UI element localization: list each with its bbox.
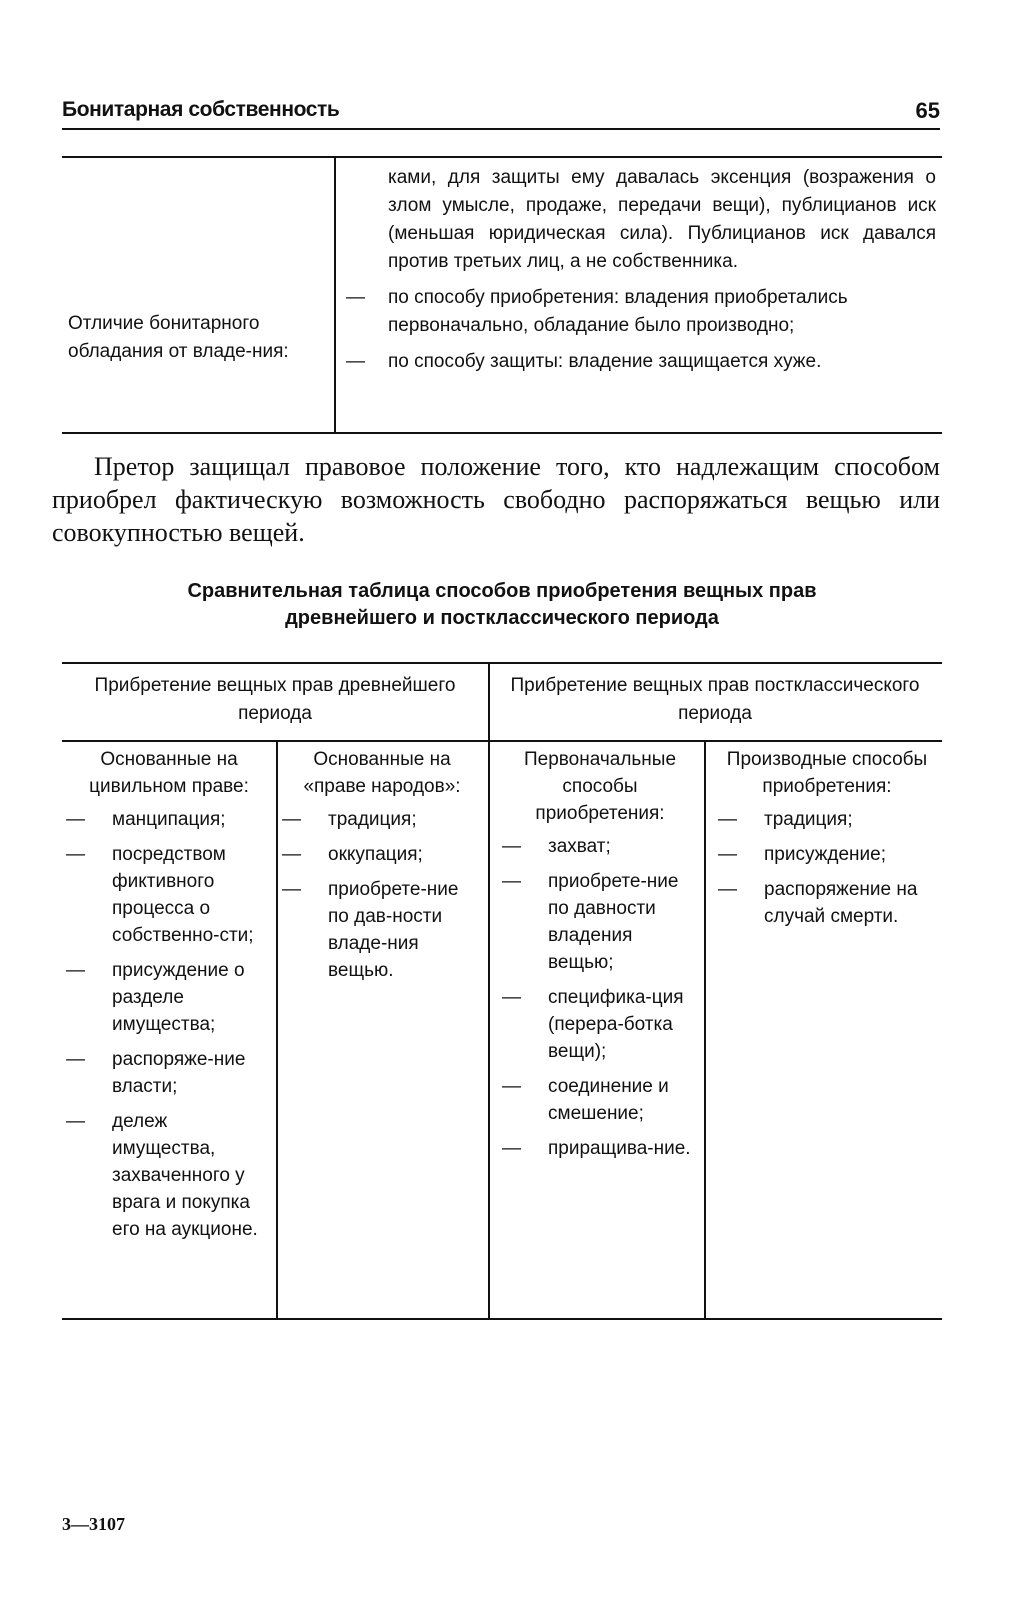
dash-marker: — bbox=[718, 879, 737, 900]
header-separator bbox=[62, 740, 942, 742]
list-item bbox=[66, 806, 272, 833]
list-item bbox=[346, 348, 936, 376]
list-item bbox=[66, 1046, 272, 1100]
dash-marker: — bbox=[346, 287, 365, 308]
list-item-text: приобрете-ние по давности владения вещью; bbox=[548, 871, 679, 973]
page-header bbox=[62, 98, 940, 130]
list-item-text: посредством фиктивного процесса о собственно-сти; bbox=[112, 844, 254, 946]
list-item-text: распоряже-ние власти; bbox=[112, 1049, 246, 1097]
column-law-of-nations bbox=[282, 746, 482, 992]
row-label: Отличие бонитарного обладания от владе-ния: bbox=[68, 313, 289, 362]
page-number: 65 bbox=[915, 98, 940, 123]
comparison-table bbox=[62, 662, 942, 1320]
dash-marker: — bbox=[282, 809, 301, 830]
dash-marker: — bbox=[502, 987, 521, 1008]
dash-marker: — bbox=[718, 844, 737, 865]
list-item-text: оккупация; bbox=[328, 844, 423, 865]
dash-marker: — bbox=[502, 871, 521, 892]
list-item-text: присуждение о разделе имущества; bbox=[112, 960, 245, 1035]
column-title: Основанные на «праве народов»: bbox=[303, 749, 461, 797]
list-item-text: соединение и смешение; bbox=[548, 1076, 669, 1124]
continuation-table bbox=[62, 156, 942, 434]
row-content bbox=[346, 164, 936, 384]
list-item bbox=[502, 833, 698, 860]
list-item-text: манципация; bbox=[112, 809, 226, 830]
list-item-text: захват; bbox=[548, 836, 611, 857]
list-item bbox=[66, 957, 272, 1038]
body-paragraph: Претор защищал правовое положение того, кто надлежащим способом приобрел фактическую возможность свободно распоряжаться вещью или совокупностью вещей. bbox=[52, 452, 940, 547]
caption-line-1: Сравнительная таблица способов приобретения вещных прав bbox=[187, 580, 817, 602]
list-item-text: специфика-ция (перера-ботка вещи); bbox=[548, 987, 684, 1062]
list-item-text: по способу приобретения: владения приобретались первоначально, обладание было производно; bbox=[388, 287, 848, 336]
list-item-text: дележ имущества, захваченного у врага и покупка его на аукционе. bbox=[112, 1111, 258, 1240]
list-item bbox=[502, 984, 698, 1065]
dash-marker: — bbox=[66, 1111, 85, 1132]
list-item bbox=[346, 284, 936, 340]
dash-marker: — bbox=[502, 836, 521, 857]
running-title: Бонитарная собственность bbox=[62, 98, 340, 121]
footer-code: 3—3107 bbox=[62, 1514, 125, 1534]
list-item bbox=[718, 876, 936, 930]
main-divider bbox=[488, 664, 490, 1318]
list-item bbox=[282, 876, 482, 984]
dash-marker: — bbox=[66, 960, 85, 981]
dash-marker: — bbox=[502, 1138, 521, 1159]
header-postclassical: Прибретение вещных прав постклассического периода bbox=[510, 675, 920, 724]
column-title: Основанные на цивильном праве: bbox=[89, 749, 249, 797]
caption-line-2: древнейшего и постклассического периода bbox=[285, 607, 719, 629]
dash-marker: — bbox=[66, 809, 85, 830]
list-item-text: приобрете-ние по дав-ности владе-ния вещью. bbox=[328, 879, 459, 981]
dash-marker: — bbox=[346, 351, 365, 372]
right-divider bbox=[704, 740, 706, 1318]
list-item-text: приращива-ние. bbox=[548, 1138, 691, 1159]
dash-marker: — bbox=[66, 844, 85, 865]
list-item bbox=[282, 841, 482, 868]
dash-marker: — bbox=[502, 1076, 521, 1097]
dash-marker: — bbox=[718, 809, 737, 830]
dash-marker: — bbox=[66, 1049, 85, 1070]
list-item bbox=[502, 868, 698, 976]
list-item bbox=[718, 841, 936, 868]
list-item-text: традиция; bbox=[328, 809, 417, 830]
list-item-text: распоряжение на случай смерти. bbox=[764, 879, 918, 927]
continuation-paragraph: ками, для защиты ему давалась эксенция (возражения о злом умысле, продаже, передачи вещи), публицианов иск (меньшая юридическая сила). Публицианов иск давался против третьих лиц, а не собственника. bbox=[388, 167, 936, 272]
list-item bbox=[718, 806, 936, 833]
table-caption bbox=[62, 578, 942, 632]
column-title: Производные способы приобретения: bbox=[726, 749, 928, 797]
list-item bbox=[502, 1135, 698, 1162]
table-divider bbox=[334, 158, 336, 432]
column-title: Первоначальные способы приобретения: bbox=[523, 749, 677, 824]
list-item bbox=[282, 806, 482, 833]
column-original-methods bbox=[502, 746, 698, 1170]
list-item bbox=[66, 841, 272, 949]
dash-marker: — bbox=[282, 879, 301, 900]
list-item-text: традиция; bbox=[764, 809, 853, 830]
column-civil-law bbox=[66, 746, 272, 1251]
list-item bbox=[502, 1073, 698, 1127]
header-ancient: Прибретение вещных прав древнейшего периода bbox=[94, 675, 456, 724]
list-item bbox=[66, 1108, 272, 1243]
left-divider bbox=[276, 740, 278, 1318]
dash-marker: — bbox=[282, 844, 301, 865]
column-derivative-methods bbox=[718, 746, 936, 938]
list-item-text: присуждение; bbox=[764, 844, 886, 865]
list-item-text: по способу защиты: владение защищается хуже. bbox=[388, 351, 822, 372]
